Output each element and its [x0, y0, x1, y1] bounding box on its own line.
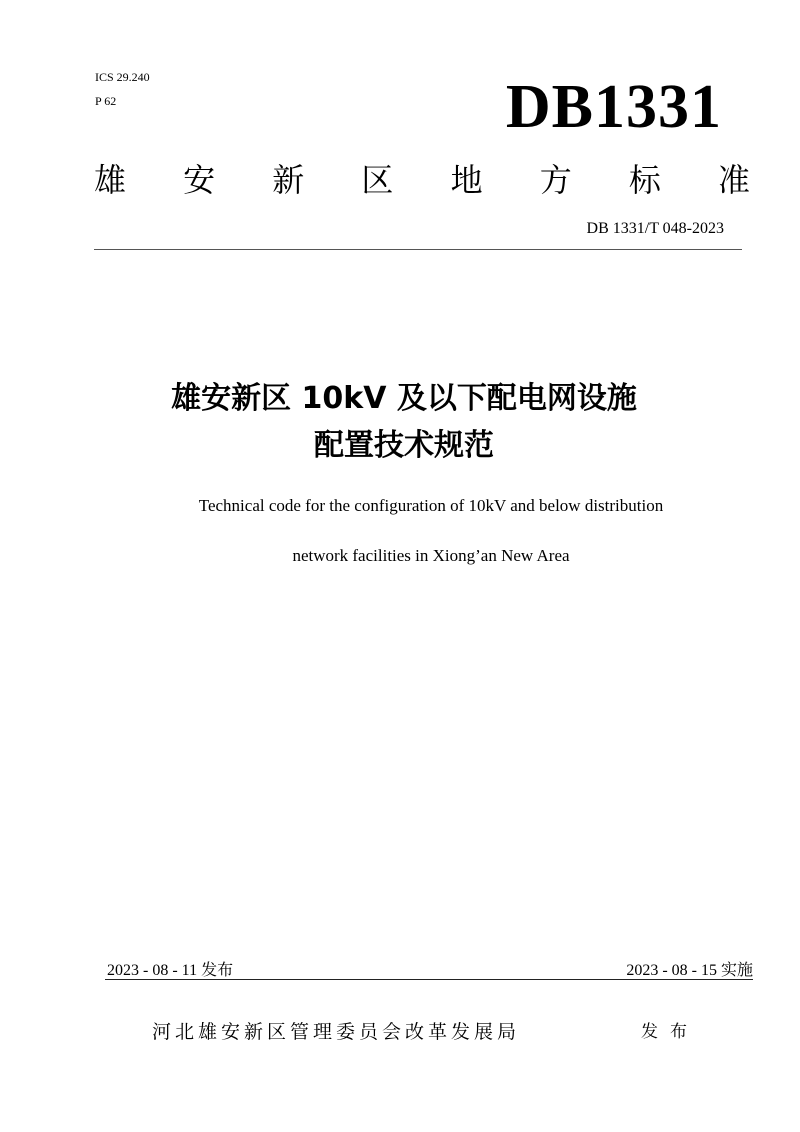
issuing-authority: 河北雄安新区管理委员会改革发展局: [152, 1021, 521, 1043]
standard-type-char: 方: [539, 161, 572, 199]
classification-code: P 62: [95, 94, 117, 108]
standard-type-char: 雄: [94, 161, 127, 199]
footer-divider: [105, 979, 753, 980]
title-english-line-2: network facilities in Xiong’an New Area: [292, 546, 570, 565]
implementation-date: 2023 - 08 - 15 实施: [626, 962, 753, 979]
standard-type-char: 安: [183, 161, 216, 199]
standard-type-char: 区: [361, 161, 394, 199]
issue-date: 2023 - 08 - 11 发布: [107, 962, 234, 979]
title-english-line-1: Technical code for the configuration of 10kV and below distribution: [198, 496, 664, 515]
standard-type: [94, 160, 750, 200]
standard-type-char: 标: [628, 161, 661, 199]
issue-label: 发布: [641, 1022, 699, 1042]
standard-type-char: 准: [717, 161, 750, 199]
title-chinese-line-1: 雄安新区 10kV 及以下配电网设施: [171, 381, 637, 416]
standard-number: DB 1331/T 048-2023: [586, 220, 724, 237]
standard-code: DB1331: [505, 73, 722, 141]
standard-type-char: 新: [272, 161, 305, 199]
title-chinese-line-2: 配置技术规范: [314, 428, 494, 463]
header-divider: [94, 249, 742, 250]
standard-type-char: 地: [450, 161, 483, 199]
ics-code: ICS 29.240: [95, 70, 150, 84]
